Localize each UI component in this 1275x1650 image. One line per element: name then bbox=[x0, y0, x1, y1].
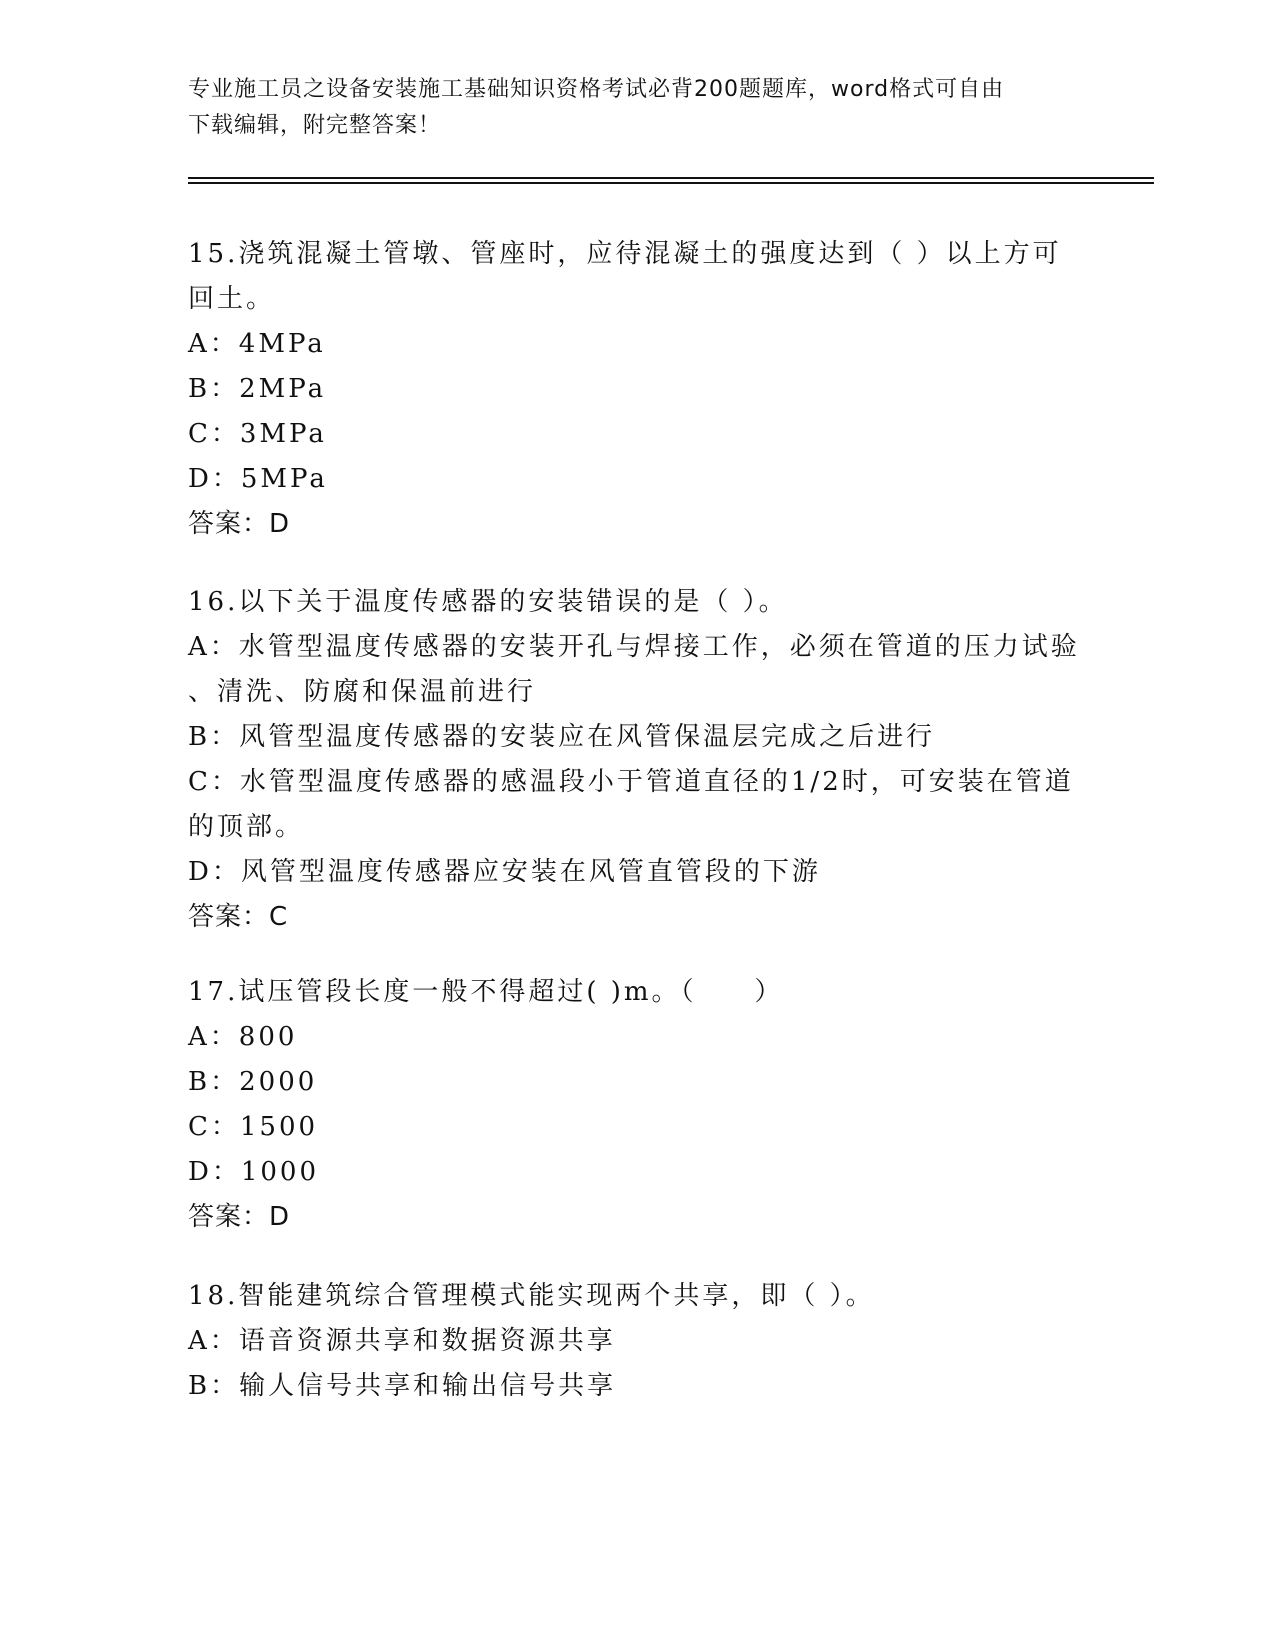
question-stem: 回土。 bbox=[188, 284, 276, 314]
option-a: A：水管型温度传感器的安装开孔与焊接工作，必须在管道的压力试验 bbox=[188, 632, 1080, 662]
option-c: C：1500 bbox=[188, 1112, 319, 1142]
document-header bbox=[188, 72, 1088, 144]
question-18 bbox=[188, 1274, 1088, 1409]
option-b: B：输人信号共享和输出信号共享 bbox=[188, 1371, 617, 1401]
option-b: B：2000 bbox=[188, 1067, 318, 1097]
question-15 bbox=[188, 232, 1088, 547]
option-d: D：5MPa bbox=[188, 464, 328, 494]
answer-label: 答案：D bbox=[188, 1202, 291, 1232]
question-17 bbox=[188, 970, 1088, 1240]
question-16 bbox=[188, 580, 1088, 940]
option-a: A：800 bbox=[188, 1022, 298, 1052]
option-c: C：水管型温度传感器的感温段小于管道直径的1/2时，可安装在管道 bbox=[188, 767, 1074, 797]
option-c: C：3MPa bbox=[188, 419, 327, 449]
option-a: A：4MPa bbox=[188, 329, 326, 359]
header-divider-bottom bbox=[188, 182, 1154, 184]
option-b: B：风管型温度传感器的安装应在风管保温层完成之后进行 bbox=[188, 722, 936, 752]
option-c-continued: 的顶部。 bbox=[188, 812, 305, 842]
header-divider-top bbox=[188, 177, 1154, 179]
question-stem: 16.以下关于温度传感器的安装错误的是（ ）。 bbox=[188, 587, 788, 617]
option-a: A：语音资源共享和数据资源共享 bbox=[188, 1326, 616, 1356]
answer-label: 答案：D bbox=[188, 509, 291, 539]
header-line-2: 下载编辑，附完整答案！ bbox=[188, 113, 442, 138]
option-b: B：2MPa bbox=[188, 374, 327, 404]
question-stem: 18.智能建筑综合管理模式能实现两个共享，即（ ）。 bbox=[188, 1281, 875, 1311]
option-d: D：风管型温度传感器应安装在风管直管段的下游 bbox=[188, 857, 821, 887]
option-d: D：1000 bbox=[188, 1157, 320, 1187]
header-line-1: 专业施工员之设备安装施工基础知识资格考试必背200题题库，word格式可自由 bbox=[188, 77, 1005, 102]
question-stem: 17.试压管段长度一般不得超过( )m。（ ） bbox=[188, 977, 784, 1007]
option-a-continued: 、清洗、防腐和保温前进行 bbox=[188, 677, 537, 707]
answer-label: 答案：C bbox=[188, 902, 289, 932]
question-stem: 15.浇筑混凝土管墩、管座时，应待混凝土的强度达到（ ）以上方可 bbox=[188, 239, 1062, 269]
